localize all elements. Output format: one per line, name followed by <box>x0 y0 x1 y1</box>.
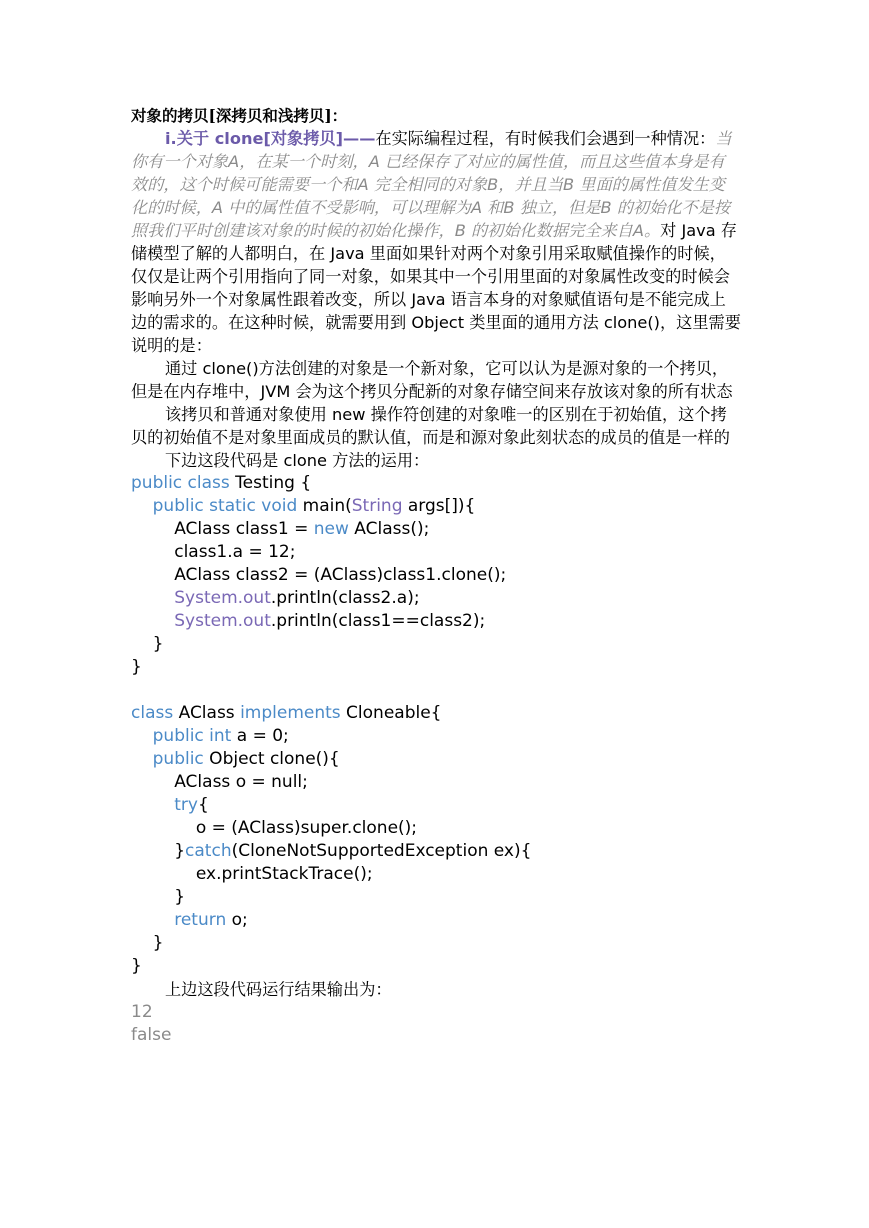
code-text: Cloneable{ <box>340 703 442 723</box>
code-text: { <box>197 795 209 815</box>
code-text: } <box>131 933 164 953</box>
code-line <box>131 610 741 633</box>
code-line <box>131 748 741 771</box>
code-line <box>131 817 741 840</box>
section-heading: i.关于 clone[对象拷贝]—— <box>165 129 376 148</box>
code-text: .println(class1==class2); <box>270 611 486 631</box>
code-text: AClass class1 = <box>131 519 314 539</box>
code-block <box>131 472 741 978</box>
code-keyword: public int <box>152 726 232 746</box>
code-text <box>131 795 174 815</box>
code-line <box>131 656 741 679</box>
document-content <box>131 104 741 1047</box>
intro-italic-text: 当你有一个对象A，在某一个时刻，A 已经保存了对应的属性值，而且这些值本身是有效的，这个时候可能需要一个和A 完全相同的对象B，并且当B 里面的属性值发生变化的时候，A 中的属性值不受影响，可以理解为A 和B 独立，但是B 的初始化不是按照我们平时创建该对象的时候的初始化操作，B 的初始化数据完全来自A。 <box>131 129 732 240</box>
intro-rest: 对 Java 存储模型了解的人都明白，在 Java 里面如果针对两个对象引用采取赋值操作的时候，仅仅是让两个引用指向了同一对象，如果其中一个引用里面的对象属性改变的时候会影响另外一个对象属性跟着改变，所以 Java 语言本身的对象赋值语句是不能完成上边的需求的。在这种时候，就需要用到 Object 类里面的通用方法 clone()，这里需要说明的是： <box>131 221 741 355</box>
code-line <box>131 886 741 909</box>
code-keyword: public <box>152 749 204 769</box>
code-text: AClass o = null; <box>131 772 308 792</box>
code-keyword: public static void <box>152 496 298 516</box>
code-text: } <box>131 657 142 677</box>
code-line <box>131 564 741 587</box>
code-text: } <box>131 841 186 861</box>
code-line <box>131 794 741 817</box>
code-type: System.out <box>174 611 271 631</box>
code-keyword: return <box>174 910 227 930</box>
initial-value-paragraph: 该拷贝和普通对象使用 new 操作符创建的对象唯一的区别在于初始值，这个拷贝的初始值不是对象里面成员的默认值，而是和源对象此刻状态的成员的值是一样的 <box>131 405 730 447</box>
code-keyword: try <box>174 795 198 815</box>
code-intro-paragraph: 下边这段代码是 clone 方法的运用： <box>165 451 430 470</box>
code-text: o; <box>226 910 248 930</box>
code-line <box>131 587 741 610</box>
result-label: 上边这段代码运行结果输出为： <box>165 980 392 999</box>
code-text: (CloneNotSupportedException ex){ <box>231 841 532 861</box>
code-text: AClass <box>173 703 241 723</box>
code-line <box>131 932 741 955</box>
code-text: Object clone(){ <box>203 749 340 769</box>
code-text: } <box>131 634 164 654</box>
code-line <box>131 725 741 748</box>
code-text: args[]){ <box>402 496 476 516</box>
code-text <box>131 496 153 516</box>
code-text: a = 0; <box>231 726 289 746</box>
code-text: AClass class2 = (AClass)class1.clone(); <box>131 565 507 585</box>
code-text: } <box>131 956 142 976</box>
code-line <box>131 541 741 564</box>
output-line: 12 <box>131 1002 153 1022</box>
code-type: String <box>351 496 403 516</box>
code-line <box>131 472 741 495</box>
code-keyword: new <box>313 519 349 539</box>
code-line <box>131 909 741 932</box>
code-text: class1.a = 12; <box>131 542 296 562</box>
intro-paragraph <box>131 127 741 357</box>
document-title: 对象的拷贝[深拷贝和浅拷贝]： <box>131 106 348 125</box>
code-line <box>131 633 741 656</box>
code-type: System.out <box>174 588 271 608</box>
code-text: Testing { <box>229 473 312 493</box>
code-line <box>131 495 741 518</box>
output-line: false <box>131 1025 172 1045</box>
code-text <box>131 726 153 746</box>
code-line <box>131 840 741 863</box>
code-line <box>131 679 741 702</box>
code-text <box>131 611 174 631</box>
code-line <box>131 955 741 978</box>
clone-explanation-paragraph: 通过 clone()方法创建的对象是一个新对象，它可以认为是源对象的一个拷贝，但是在内存堆中，JVM 会为这个拷贝分配新的对象存储空间来存放该对象的所有状态 <box>131 359 733 401</box>
output-block <box>131 1001 741 1047</box>
code-line <box>131 518 741 541</box>
code-text: .println(class2.a); <box>270 588 420 608</box>
code-keyword: catch <box>185 841 232 861</box>
code-keyword: class <box>131 703 174 723</box>
code-line <box>131 702 741 725</box>
code-line <box>131 863 741 886</box>
code-text: ex.printStackTrace(); <box>131 864 373 884</box>
code-text: } <box>131 887 186 907</box>
code-keyword: implements <box>240 703 341 723</box>
code-text: AClass(); <box>348 519 430 539</box>
code-text <box>131 910 174 930</box>
code-line <box>131 771 741 794</box>
code-text: main( <box>297 496 352 516</box>
code-keyword: public class <box>131 473 230 493</box>
code-text: o = (AClass)super.clone(); <box>131 818 418 838</box>
code-text <box>131 749 153 769</box>
intro-lead: 在实际编程过程，有时候我们会遇到一种情况： <box>375 129 716 148</box>
code-text <box>131 588 174 608</box>
